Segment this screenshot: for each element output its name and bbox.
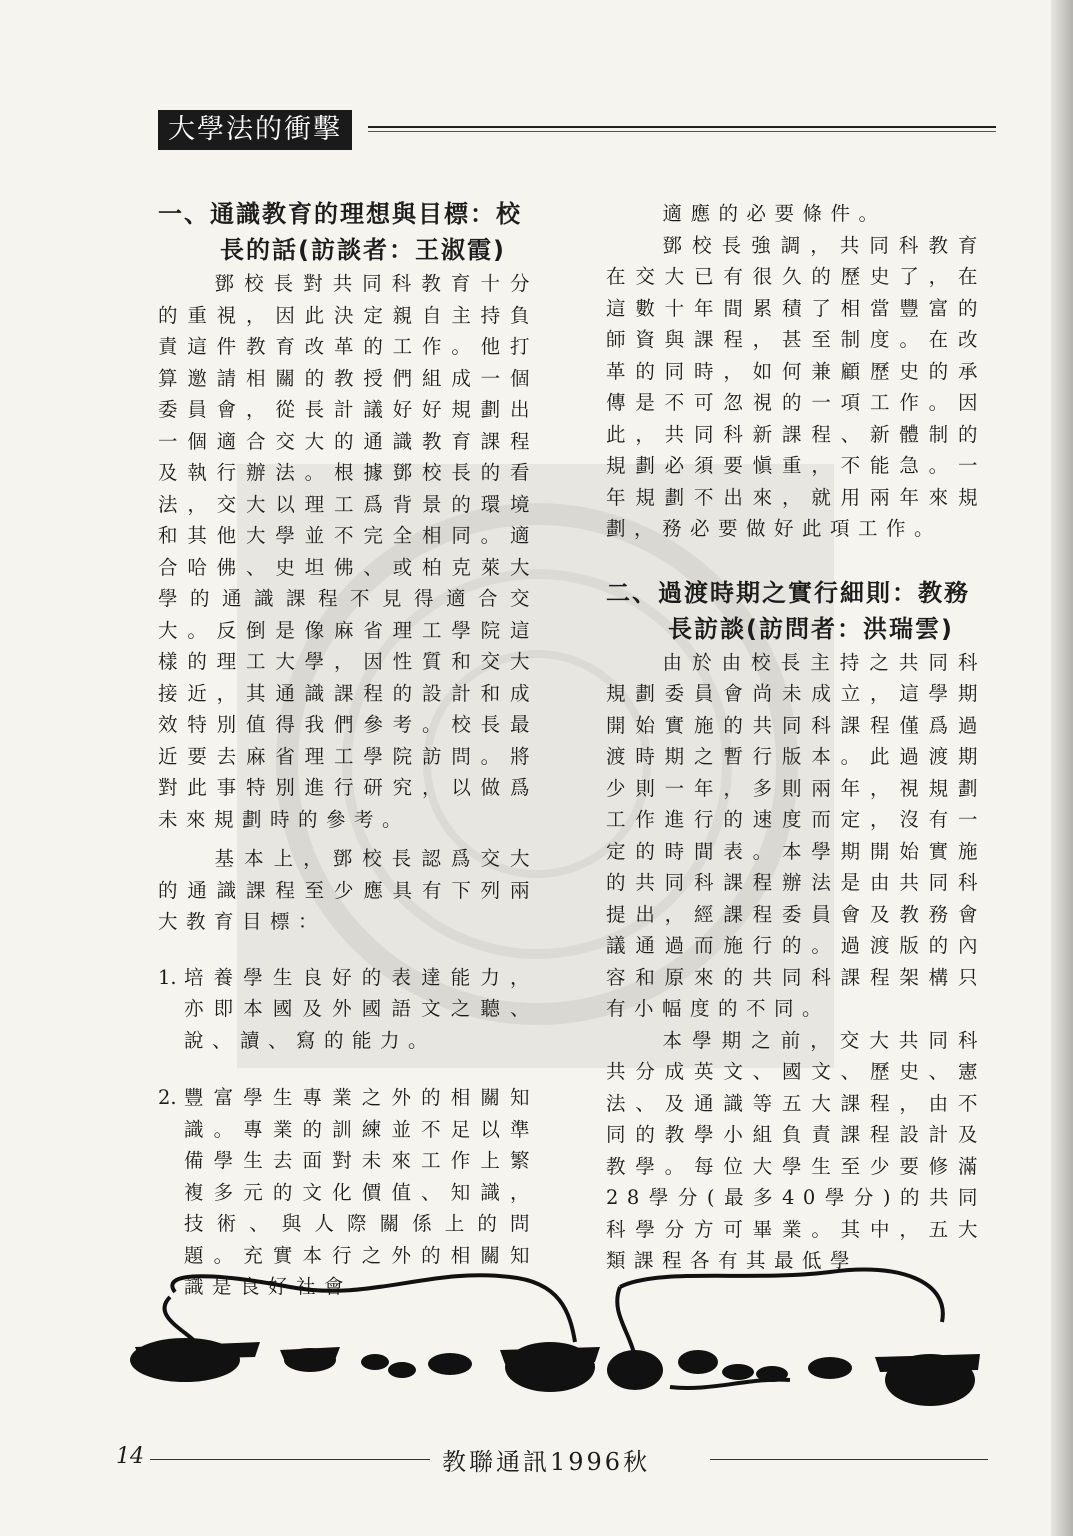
footer-rule: [710, 1459, 988, 1460]
footer-rule: [150, 1459, 430, 1460]
section-tag: 大學法的衝擊: [158, 110, 352, 150]
section-heading-2: [606, 575, 986, 647]
list-text: 培養學生良好的表達能力，亦即本國及外國語文之聽、說、讀、寫的能力。: [184, 965, 538, 1052]
list-number: 1.: [158, 965, 177, 989]
scan-edge: [1051, 0, 1073, 1536]
left-column: [158, 196, 538, 1303]
heading-1-line1: 一、通識教育的理想與目標：校: [158, 200, 522, 228]
list-item: [158, 962, 538, 1057]
goal-list: [158, 962, 538, 1303]
heading-2-line1: 二、過渡時期之實行細則：教務: [606, 578, 970, 607]
list-text: 豐富學生專業之外的相關知識。專業的訓練並不足以準備學生去面對未來工作上繁複多元的文化價值、知識，技術、與人際關係上的問題。充實本行之外的相關知識是良好社會: [184, 1086, 538, 1298]
spinning-tops-illustration: [130, 1262, 1000, 1432]
right-column: [606, 196, 986, 1277]
list-number: 2.: [158, 1086, 177, 1109]
page-number: 14: [116, 1444, 144, 1469]
paragraph: 基本上，鄧校長認爲交大的通識課程至少應具有下列兩大教育目標：: [158, 847, 538, 933]
paragraph: 鄧校長強調，共同科教育在交大已有很久的歷史了，在這數十年間累積了相當豐富的師資與課程，甚至制度。在改革的同時，如何兼顧歷史的承傳是不可忽視的一項工作。因此，共同科新課程、新體制的規劃必須要愼重，不能急。一年規劃不出來，就用兩年來規劃，務必要做好此項工作。: [606, 233, 986, 540]
header-rule-thin: [368, 131, 996, 132]
heading-1-line2: 長的話(訪談者：王淑霞): [220, 236, 506, 264]
section-heading-1: [158, 196, 538, 268]
journal-title: 教聯通訊1996秋: [442, 1448, 651, 1476]
paragraph: 本學期之前，交大共同科共分成英文、國文、歷史、憲法、及通識等五大課程，由不同的教學小組負責課程設計及教學。每位大學生至少要修滿28學分(最多40學分)的共同科學分方可畢業。其中，五大類課程各有其最低學: [606, 1028, 986, 1272]
paragraph: 適應的必要條件。: [662, 202, 887, 225]
header-rule: [368, 126, 996, 128]
paragraph: 鄧校長對共同科教育十分的重視，因此決定親自主持負責這件教育改革的工作。他打算邀請相關的教授們組成一個委員會，從長計議好好規劃出一個適合交大的通識教育課程及執行辦法。根據鄧校長的看法，交大以理工爲背景的環境和其他大學並不完全相同。適合哈佛、史坦佛、或柏克萊大學的通識課程不見得適合交大。反倒是像麻省理工學院這樣的理工大學，因性質和交大接近，其通識課程的設計和成效特別值得我們參考。校長最近要去麻省理工學院訪問。將對此事特別進行研究，以做爲未來規劃時的參考。: [158, 272, 538, 831]
paragraph: 由於由校長主持之共同科規劃委員會尚未成立，這學期開始實施的共同科課程僅爲過渡時期之暫行版本。此過渡期少則一年，多則兩年，視規劃工作進行的速度而定，沒有一定的時間表。本學期開始實施的共同科課程辦法是由共同科提出，經課程委員會及教務會議通過而施行的。過渡版的內容和原來的共同科課程架構只有小幅度的不同。: [606, 650, 986, 1020]
heading-2-line2: 長訪談(訪問者：洪瑞雲): [668, 614, 954, 643]
